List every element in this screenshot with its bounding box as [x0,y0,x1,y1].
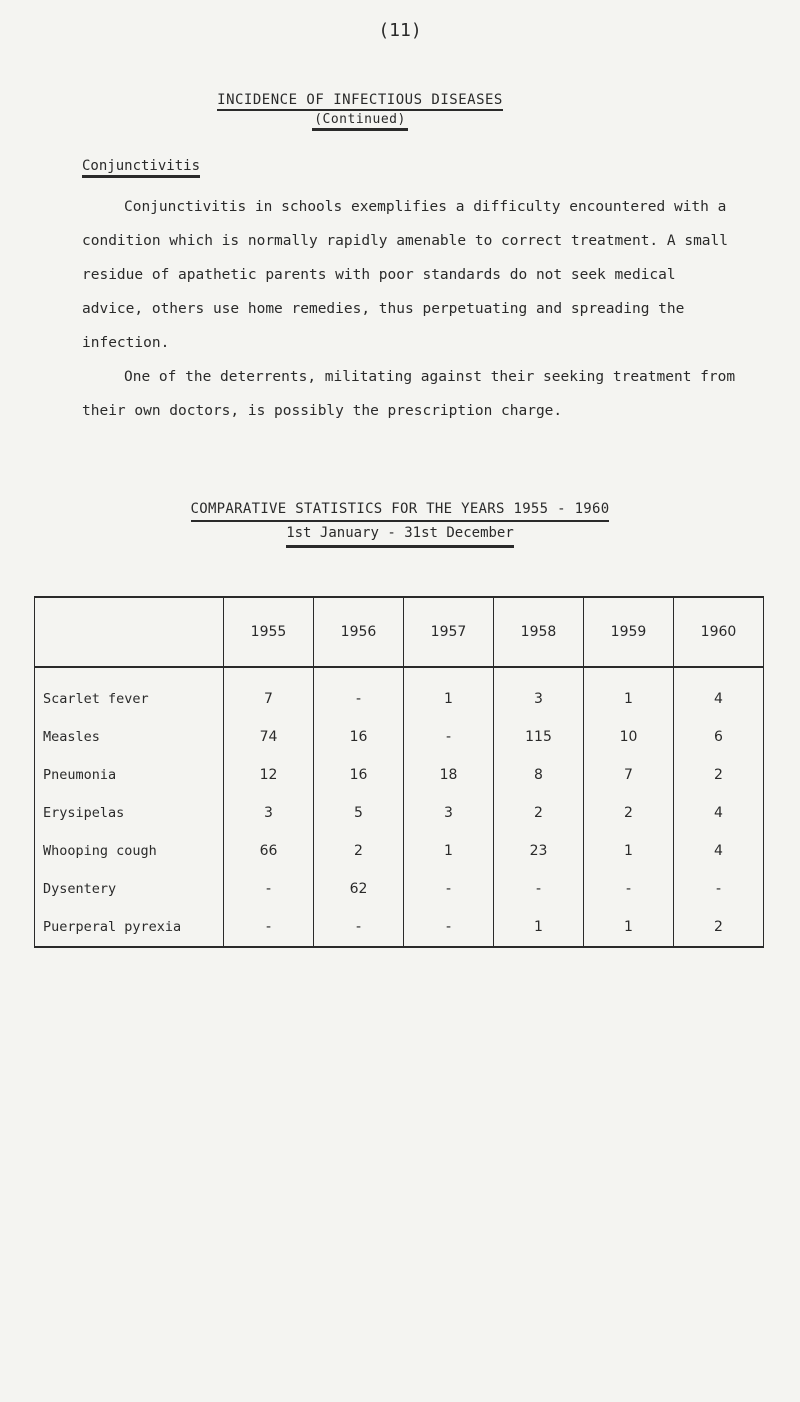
table-cell: 1 [584,667,674,718]
column-header: 1955 [224,597,314,667]
table-cell: 1 [494,908,584,947]
row-label: Measles [35,718,224,756]
table-cell: 115 [494,718,584,756]
paragraph-text: Conjunctivitis in schools exemplifies a difficulty encountered with a condition which is normally rapidly amenable to correct treatment. A small residue of apathetic parents with poor standards do not seek medical advice, others use home remedies, thus perpetuating and spreading the infection. [82,199,729,351]
row-label: Scarlet fever [35,667,224,718]
page-number: (11) [378,20,422,41]
paragraph-text: One of the deterrents, militating against their seeking treatment from their own doctors, is possibly the prescription charge. [82,369,736,419]
table-cell: 2 [584,794,674,832]
statistics-title: COMPARATIVE STATISTICS FOR THE YEARS 1955 - 1960 [191,498,610,522]
table-row [35,756,764,794]
table-header-row [35,597,764,667]
table-cell: 1 [404,667,494,718]
table-cell: - [314,667,404,718]
table-cell: 4 [674,667,764,718]
table-cell: 2 [494,794,584,832]
table-cell: 3 [494,667,584,718]
table-cell: 5 [314,794,404,832]
table-cell: 3 [404,794,494,832]
table-cell: 7 [584,756,674,794]
paragraph-deterrents [82,360,742,428]
column-header: 1956 [314,597,404,667]
table-row [35,908,764,947]
table-row [35,718,764,756]
table-row [35,870,764,908]
statistics-heading [0,498,800,548]
table-corner-cell [35,597,224,667]
table-cell: - [404,908,494,947]
row-label: Whooping cough [35,832,224,870]
table-cell: 23 [494,832,584,870]
row-label: Dysentery [35,870,224,908]
table-cell: 6 [674,718,764,756]
table-cell: - [404,870,494,908]
table-cell: - [584,870,674,908]
table-cell: - [314,908,404,947]
table-cell: 8 [494,756,584,794]
page-title: INCIDENCE OF INFECTIOUS DISEASES [217,92,503,111]
table-cell: 7 [224,667,314,718]
row-label: Puerperal pyrexia [35,908,224,947]
page-heading [200,92,520,131]
table-cell: 18 [404,756,494,794]
table-cell: 12 [224,756,314,794]
section-title: Conjunctivitis [82,158,200,178]
table-cell: 2 [674,756,764,794]
table-cell: 16 [314,756,404,794]
table-cell: 1 [584,832,674,870]
table-cell: - [224,870,314,908]
page-subtitle: (Continued) [312,112,408,131]
table-row [35,832,764,870]
column-header: 1957 [404,597,494,667]
table-cell: 62 [314,870,404,908]
table-cell: 2 [314,832,404,870]
column-header: 1958 [494,597,584,667]
table-cell: 1 [404,832,494,870]
table-cell: - [494,870,584,908]
table-cell: 2 [674,908,764,947]
table-cell: 74 [224,718,314,756]
statistics-table [34,596,764,948]
table-row [35,667,764,718]
row-label: Pneumonia [35,756,224,794]
paragraph-conjunctivitis [82,190,742,360]
row-label: Erysipelas [35,794,224,832]
column-header: 1960 [674,597,764,667]
statistics-period: 1st January - 31st December [286,522,514,548]
table-cell: 4 [674,794,764,832]
table-cell: 66 [224,832,314,870]
table-cell: - [404,718,494,756]
table-cell: 3 [224,794,314,832]
table-cell: 16 [314,718,404,756]
table-cell: 4 [674,832,764,870]
table-row [35,794,764,832]
table-cell: 1 [584,908,674,947]
table-cell: 10 [584,718,674,756]
table-cell: - [674,870,764,908]
column-header: 1959 [584,597,674,667]
table-cell: - [224,908,314,947]
